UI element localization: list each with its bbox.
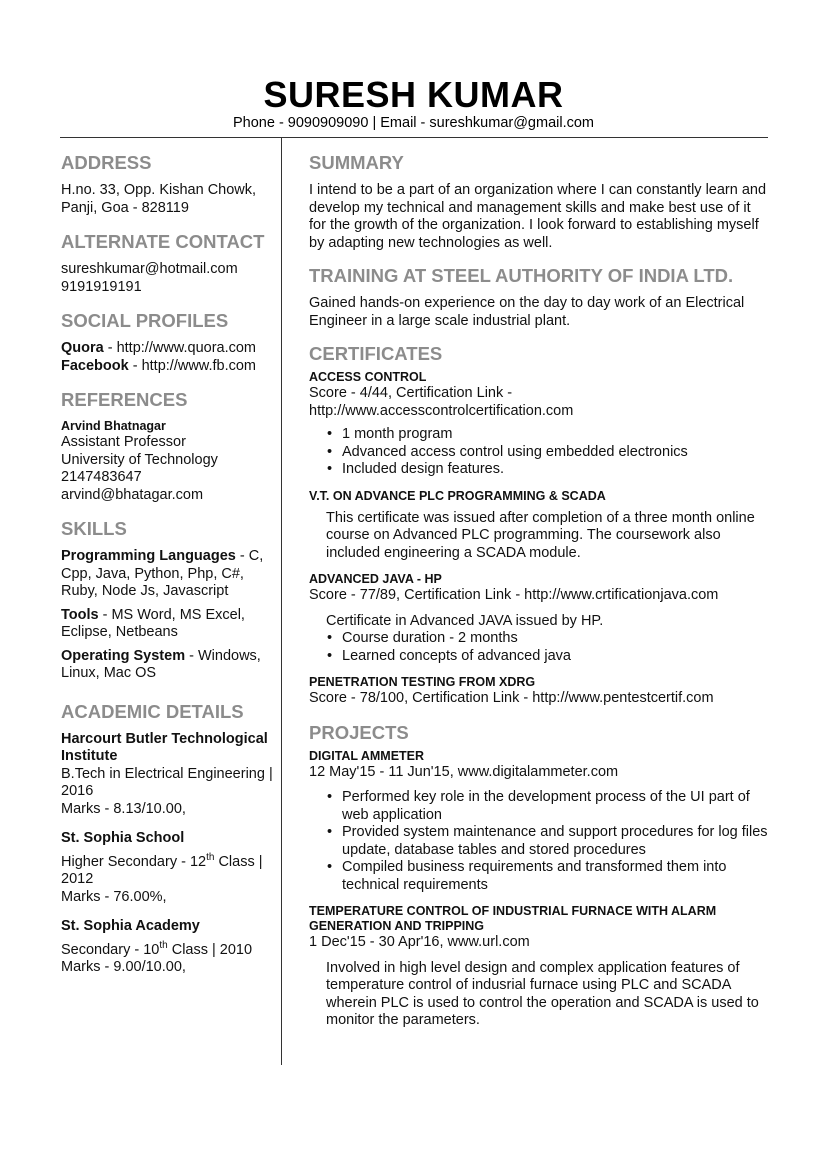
section-title-skills: SKILLS	[61, 518, 127, 539]
projects-section	[309, 722, 771, 1030]
certificate-entry	[309, 370, 771, 479]
alternate-contact-section	[61, 231, 275, 296]
certificates-section	[309, 343, 771, 708]
social-profile-label: Quora	[61, 340, 104, 356]
list-item: • Compiled business requirements and transformed them into technical requirements	[342, 859, 771, 894]
social-profile-item	[61, 340, 275, 358]
summary-section	[309, 152, 771, 252]
section-title-training: TRAINING AT STEEL AUTHORITY OF INDIA LTD.	[309, 265, 734, 286]
academic-marks: Marks - 9.00/10.00,	[61, 959, 186, 975]
section-title-projects: PROJECTS	[309, 721, 409, 743]
certificate-name: PENETRATION TESTING FROM XDRG	[309, 675, 536, 689]
skill-value: - C, Cpp, Java, Python, Php, C#, Ruby, Node Js, Javascript	[61, 548, 264, 599]
summary-text: I intend to be a part of an organization where I can constantly learn and develop my technical and management skills and make best use of it for the growth of the organization. I look forward to establishing myself by adapting new technologies as well.	[309, 182, 767, 251]
certificate-score: Score - 77/89, Certification Link - http://www.crtificationjava.com	[309, 587, 719, 603]
social-profiles-section	[61, 310, 275, 375]
skill-item	[61, 607, 275, 642]
social-profile-link: - http://www.fb.com	[128, 357, 257, 374]
social-profile-link: - http://www.quora.com	[103, 340, 257, 356]
project-bullets	[309, 789, 771, 894]
reference-line: University of Technology	[61, 451, 218, 468]
academic-degree: Secondary - 10th Class | 2010	[61, 939, 253, 958]
reference-line: arvind@bhatagar.com	[61, 486, 204, 503]
skill-label: Operating System	[61, 647, 186, 664]
skill-item	[61, 548, 275, 601]
reference-name: Arvind Bhatnagar	[61, 419, 166, 433]
academic-degree: B.Tech in Electrical Engineering | 2016	[61, 765, 273, 799]
certificate-bullets	[309, 426, 771, 479]
skill-label: Programming Languages	[61, 548, 236, 564]
address-line: H.no. 33, Opp. Kishan Chowk,	[61, 182, 257, 198]
academic-marks: Marks - 8.13/10.00,	[61, 800, 186, 817]
social-profile-label: Facebook	[61, 357, 129, 374]
certificate-bullets	[309, 630, 771, 665]
certificate-entry	[309, 675, 771, 708]
list-item: • Provided system maintenance and support procedures for log files update, database tables and stored procedures	[342, 824, 771, 859]
certificate-score: Score - 4/44, Certification Link -	[309, 385, 513, 401]
certificate-description: This certificate was issued after completion of a three month online course on Advanced PLC programming. The coursework also included engineering a SCADA module.	[326, 509, 755, 561]
certificate-entry	[309, 572, 771, 665]
certificate-name: V.T. ON ADVANCE PLC PROGRAMMING & SCADA	[309, 488, 606, 503]
project-description: Involved in high level design and complex application features of temperature control of indusrial furnace using PLC and SCADA wherein PLC is used to control the operation and SCADA is used to monitor the parameters.	[326, 959, 759, 1028]
academic-degree: Higher Secondary - 12th Class | 2012	[61, 851, 263, 887]
project-entry	[309, 749, 771, 895]
left-column	[61, 152, 275, 991]
skill-item	[61, 648, 275, 683]
academic-entry	[61, 830, 275, 906]
section-title-references: REFERENCES	[61, 389, 188, 410]
section-title-social-profiles: SOCIAL PROFILES	[61, 310, 229, 331]
list-item: • Course duration - 2 months	[342, 630, 771, 648]
project-dates: 12 May'15 - 11 Jun'15, www.digitalammeter.com	[309, 763, 619, 780]
project-name: DIGITAL AMMETER	[309, 748, 425, 763]
academic-section	[61, 701, 275, 977]
section-title-academic: ACADEMIC DETAILS	[61, 700, 244, 722]
contact-line: Phone - 9090909090 | Email - sureshkumar@gmail.com	[232, 115, 595, 131]
skill-value: - Windows, Linux, Mac OS	[61, 647, 261, 681]
academic-entry	[61, 918, 275, 977]
social-profile-item	[61, 358, 275, 376]
academic-marks: Marks - 76.00%,	[61, 888, 167, 905]
certificate-link: http://www.accesscontrolcertification.com	[309, 402, 574, 419]
skill-value: - MS Word, MS Excel, Eclipse, Netbeans	[61, 606, 245, 640]
academic-school: Harcourt Butler Technological Institute	[61, 730, 268, 764]
reference-line: 2147483647	[61, 469, 142, 485]
section-title-address: ADDRESS	[61, 152, 152, 173]
list-item: • Included design features.	[342, 461, 771, 479]
skills-section	[61, 518, 275, 683]
academic-entry	[61, 731, 275, 819]
certificate-description: Certificate in Advanced JAVA issued by HP.	[326, 612, 604, 629]
header-divider	[60, 137, 768, 138]
references-section	[61, 389, 275, 504]
section-title-alternate-contact: ALTERNATE CONTACT	[61, 231, 265, 252]
academic-school: St. Sophia Academy	[61, 918, 200, 934]
alternate-phone: 9191919191	[61, 278, 142, 295]
certificate-name: ACCESS CONTROL	[309, 370, 427, 384]
certificate-entry	[309, 489, 771, 563]
list-item: • Performed key role in the development process of the UI part of web application	[342, 789, 771, 824]
academic-school: St. Sophia School	[61, 830, 185, 846]
column-divider	[281, 138, 282, 1065]
section-title-summary: SUMMARY	[309, 152, 404, 173]
list-item: • 1 month program	[342, 426, 771, 444]
address-line: Panji, Goa - 828119	[61, 199, 189, 216]
project-name: TEMPERATURE CONTROL OF INDUSTRIAL FURNACE WITH ALARM GENERATION AND TRIPPING	[309, 904, 717, 933]
training-section	[309, 265, 771, 330]
training-text: Gained hands-on experience on the day to day work of an Electrical Engineer in a large scale industrial plant.	[309, 295, 745, 329]
list-item: • Advanced access control using embedded electronics	[342, 444, 771, 462]
skill-label: Tools	[61, 606, 99, 623]
alternate-email: sureshkumar@hotmail.com	[61, 261, 238, 277]
project-entry	[309, 904, 771, 1030]
list-item: • Learned concepts of advanced java	[342, 648, 771, 666]
right-column	[309, 152, 771, 1044]
section-title-certificates: CERTIFICATES	[309, 343, 443, 364]
address-section	[61, 152, 275, 217]
certificate-name: ADVANCED JAVA - HP	[309, 572, 442, 586]
candidate-name: SURESH KUMAR	[263, 74, 564, 115]
reference-line: Assistant Professor	[61, 434, 186, 450]
project-dates: 1 Dec'15 - 30 Apr'16, www.url.com	[309, 934, 530, 950]
certificate-score: Score - 78/100, Certification Link - http://www.pentestcertif.com	[309, 690, 714, 706]
